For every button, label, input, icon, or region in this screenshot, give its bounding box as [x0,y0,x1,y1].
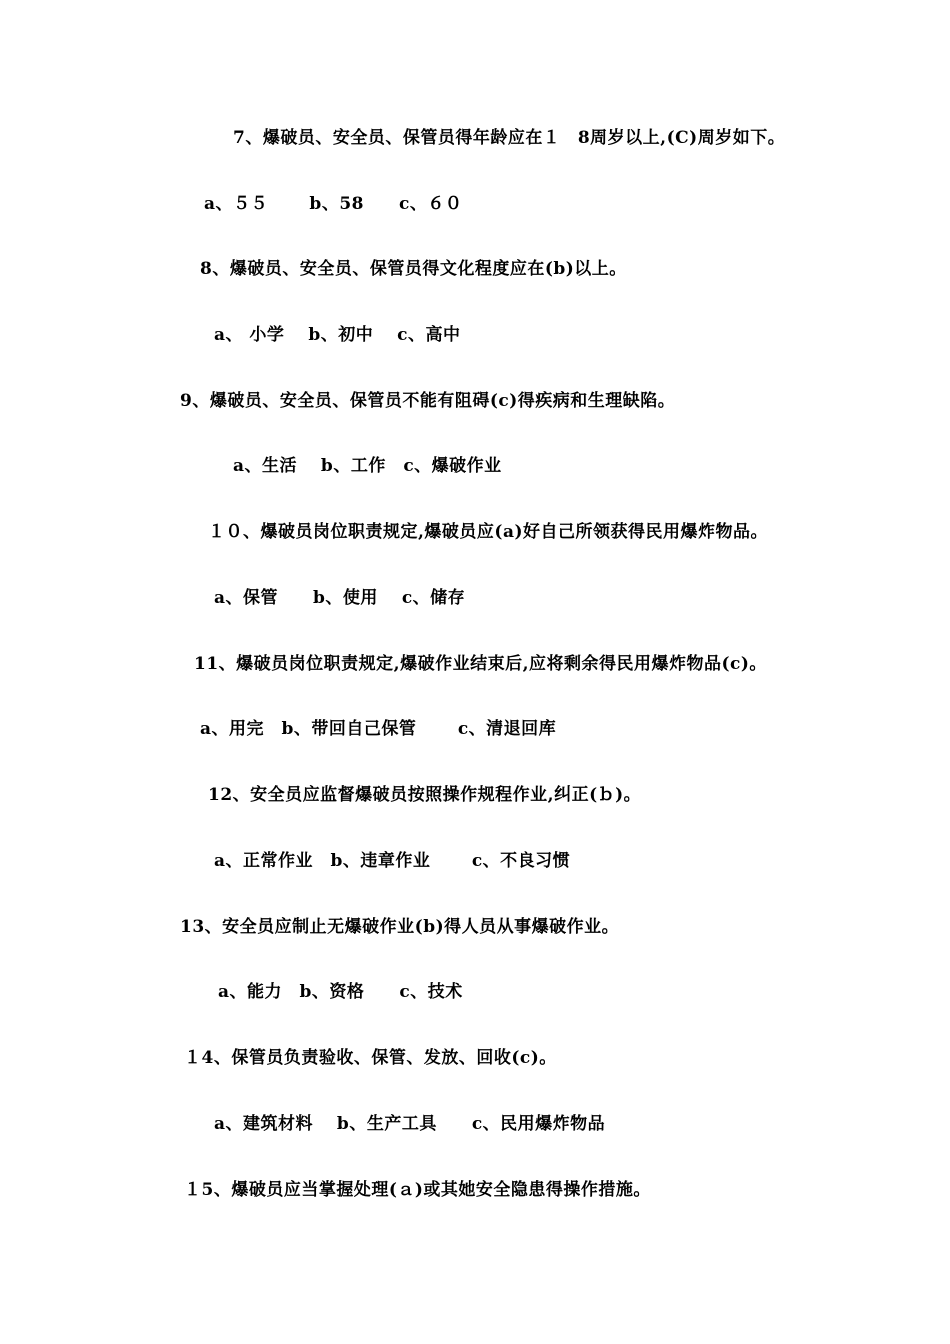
question-12-options: a、正常作业 b、违章作业 c、不良习惯 [214,851,571,871]
question-15: １5、爆破员应当掌握处理(ａ)或其她安全隐患得操作措施。 [184,1180,651,1200]
question-7-options: a、５５ b、58 c、６０ [204,194,463,214]
question-9: 9、爆破员、安全员、保管员不能有阻碍(c)得疾病和生理缺陷。 [180,391,676,411]
question-13-options: a、能力 b、资格 c、技术 [218,982,463,1002]
question-14: １4、保管员负责验收、保管、发放、回收(c)。 [184,1048,557,1068]
question-8: 8、爆破员、安全员、保管员得文化程度应在(b)以上。 [200,259,627,279]
question-10: １０、爆破员岗位职责规定,爆破员应(a)好自己所领获得民用爆炸物品。 [208,522,769,542]
question-10-options: a、保管 b、使用 c、储存 [214,588,466,608]
question-14-options: a、建筑材料 b、生产工具 c、民用爆炸物品 [214,1114,606,1134]
question-12: 12、安全员应监督爆破员按照操作规程作业,纠正(ｂ)。 [208,785,642,805]
question-11-options: a、用完 b、带回自己保管 c、清退回库 [200,719,557,739]
question-11: 11、爆破员岗位职责规定,爆破作业结束后,应将剩余得民用爆炸物品(c)。 [194,654,767,674]
question-13: 13、安全员应制止无爆破作业(b)得人员从事爆破作业。 [180,917,620,937]
question-7: 7、爆破员、安全员、保管员得年龄应在１ 8周岁以上,(C)周岁如下。 [233,128,786,148]
question-9-options: a、生活 b、工作 c、爆破作业 [233,456,502,476]
question-8-options: a、 小学 b、初中 c、高中 [214,325,461,345]
